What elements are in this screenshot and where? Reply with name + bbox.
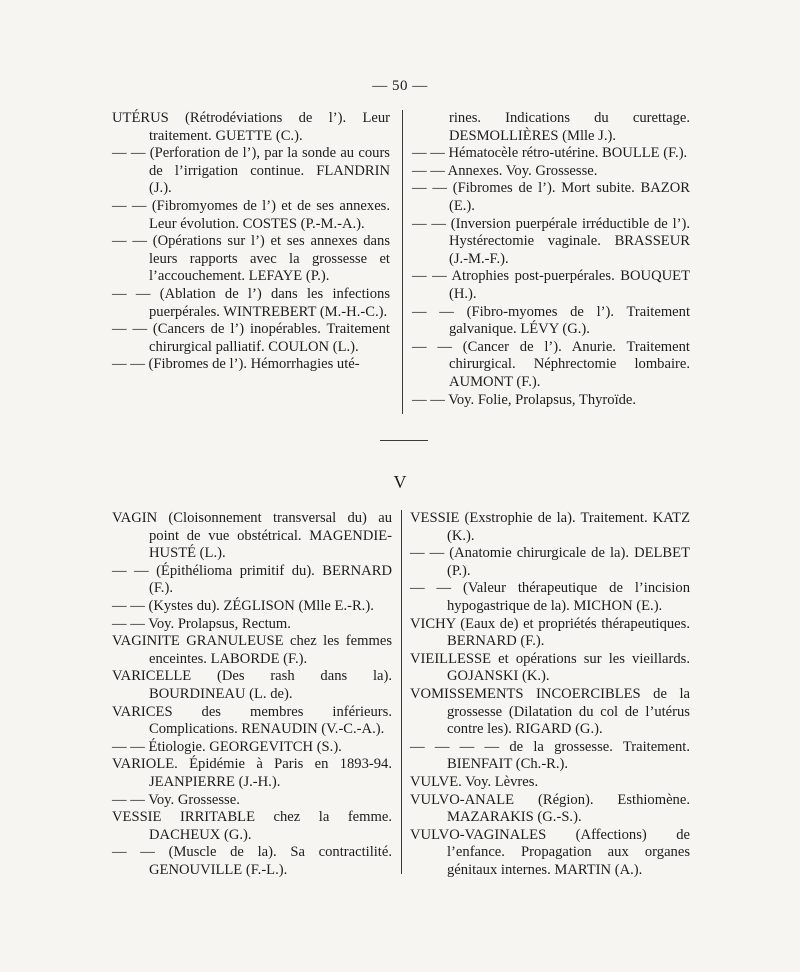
index-entry: VULVO-VAGINALES (Affections) de l’enfance. Propagation aux organes génitaux internes. MARTIN (A.). [410,826,690,878]
page-number: — 50 — [372,78,428,94]
top-column-divider [402,110,403,414]
index-entry: — — (Ablation de l’) dans les infections puerpérales. WINTREBERT (M.-H.-C.). [112,285,390,320]
bottom-left-column [112,510,392,879]
index-entry: — — Voy. Prolapsus, Rectum. [112,615,291,632]
section-letter: V [393,472,407,492]
index-entry: — — (Muscle de la). Sa contractilité. GENOUVILLE (F.-L.). [112,844,392,878]
index-entry: — — Étiologie. GEORGEVITCH (S.). [112,738,342,755]
index-entry: VULVO-ANALE (Région). Esthiomène. MAZARAKIS (G.-S.). [410,791,690,826]
bottom-right-column [410,510,690,879]
index-entry: UTÉRUS (Rétrodéviations de l’). Leur traitement. GUETTE (C.). [112,110,390,144]
index-entry: VAGIN (Cloisonnement transversal du) au point de vue obstétrical. MAGENDIE-HUSTÉ (L.). [112,510,392,562]
index-entry: VOMISSEMENTS INCOERCIBLES de la grossesse (Dilatation du col de l’utérus contre les). RIGARD (G.). [410,685,690,738]
index-entry: — — Atrophies post-puerpérales. BOUQUET (H.). [412,268,690,302]
index-entry: — — Voy. Grossesse. [112,791,240,808]
index-entry: — — (Inversion puerpérale irréductible de l’). Hystérectomie vaginale. BRASSEUR (J.-M.-F.). [412,215,690,267]
index-entry: — — (Fibromes de l’). Hémorrhagies uté- [112,356,360,373]
top-right-column [412,110,690,409]
top-left-column [112,110,390,374]
section-rule [380,440,428,441]
index-entry: — — (Opérations sur l’) et ses annexes dans leurs rapports avec la grossesse et l’accouchement. LEFAYE (P.). [112,233,390,285]
index-entry: — — (Valeur thérapeutique de l’incision hypogastrique de la). MICHON (E.). [410,580,690,614]
index-entry: — — (Cancers de l’) inopérables. Traitement chirurgical palliatif. COULON (L.). [112,321,390,355]
index-entry: VARICES des membres inférieurs. Complications. RENAUDIN (V.-C.-A.). [112,703,392,738]
index-entry: VARIOLE. Épidémie à Paris en 1893-94. JEANPIERRE (J.-H.). [112,756,392,790]
bottom-column-divider [401,510,402,874]
index-entry: VESSIE IRRITABLE chez la femme. DACHEUX (G.). [112,809,392,843]
index-entry: VICHY (Eaux de) et propriétés thérapeutiques. BERNARD (F.). [410,615,690,650]
index-entry: — — Voy. Folie, Prolapsus, Thyroïde. [412,391,637,408]
index-entry: — — (Perforation de l’), par la sonde au cours de l’irrigation continue. FLANDRIN (J.). [112,145,390,197]
index-entry: VARICELLE (Des rash dans la). BOURDINEAU (L. de). [112,668,392,702]
index-entry: — — (Kystes du). ZÉGLISON (Mlle E.-R.). [112,597,374,614]
index-entry: — — — — de la grossesse. Traitement. BIENFAIT (Ch.-R.). [410,738,690,773]
index-entry: — — Hématocèle rétro-utérine. BOULLE (F.). [412,145,688,162]
index-entry: — — (Fibromyomes de l’) et de ses annexes. Leur évolution. COSTES (P.-M.-A.). [112,197,390,232]
index-entry: rines. Indications du curettage. DESMOLLIÈRES (Mlle J.). [449,110,690,144]
index-entry: VESSIE (Exstrophie de la). Traitement. KATZ (K.). [410,510,690,544]
index-entry: — — (Fibromes de l’). Mort subite. BAZOR (E.). [412,180,690,214]
index-entry: — — (Cancer de l’). Anurie. Traitement chirurgical. Néphrectomie lombaire. AUMONT (F.). [412,338,690,390]
index-entry: VAGINITE GRANULEUSE chez les femmes enceintes. LABORDE (F.). [112,633,392,667]
index-entry: VULVE. Voy. Lèvres. [410,773,539,790]
index-entry: — — (Fibro-myomes de l’). Traitement galvanique. LÉVY (G.). [412,303,690,338]
index-entry: VIEILLESSE et opérations sur les vieillards. GOJANSKI (K.). [410,650,690,685]
index-entry: — — (Épithélioma primitif du). BERNARD (F.). [112,562,392,597]
index-entry: — — Annexes. Voy. Grossesse. [412,162,598,179]
index-entry: — — (Anatomie chirurgicale de la). DELBET (P.). [410,545,690,579]
